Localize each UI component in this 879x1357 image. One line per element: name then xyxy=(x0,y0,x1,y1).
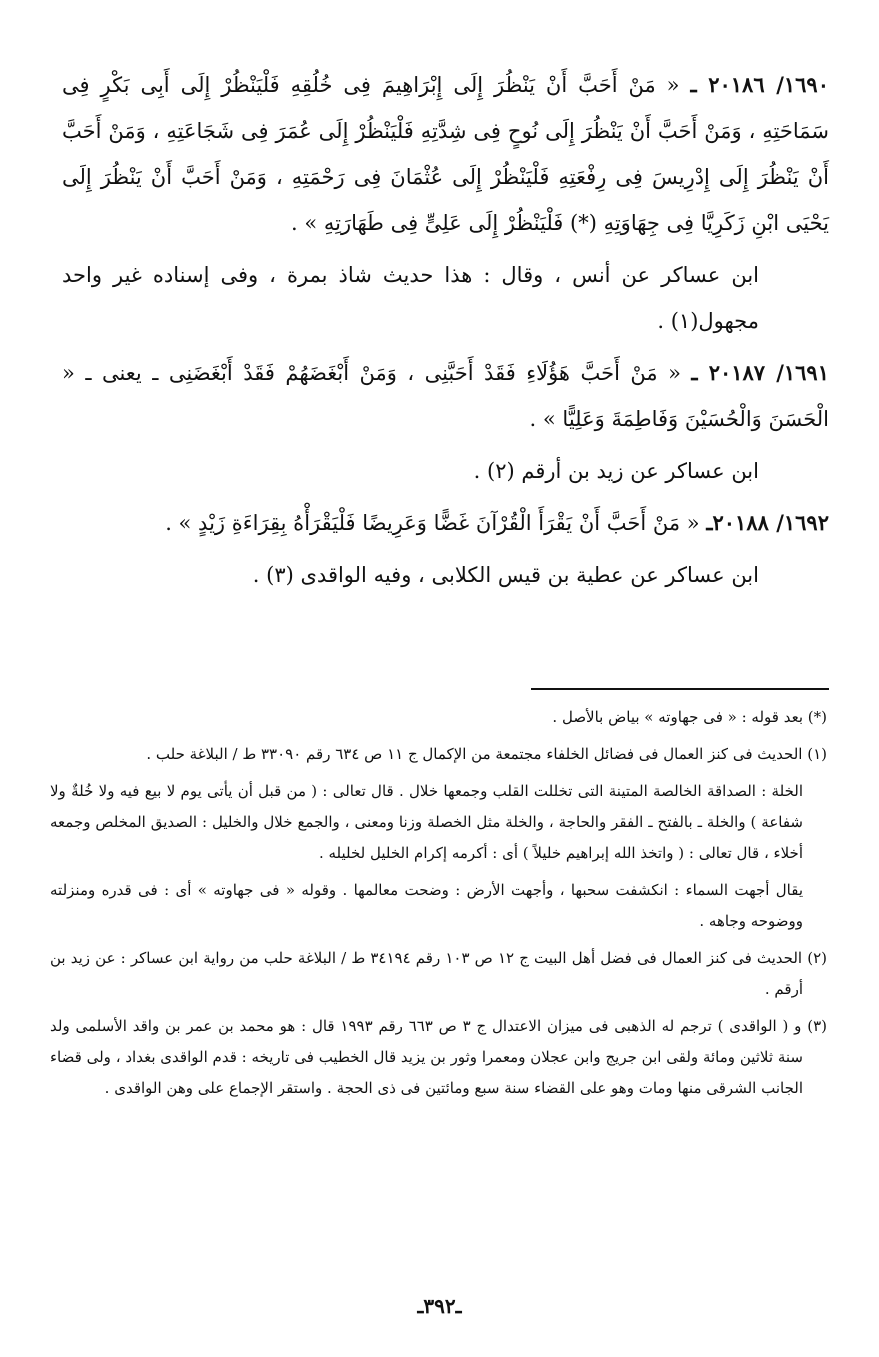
footnote-2: (٢) الحديث فى كنز العمال فى فضل أهل البيت ج ١٢ ص ١٠٣ رقم ٣٤١٩٤ ط / البلاغة حلب من رواية ابن عساكر : عن زيد بن أرقم . xyxy=(50,949,828,998)
page-number: ـ٣٩٢ـ xyxy=(417,1294,462,1318)
footnote-3: (٣) و ( الواقدى ) ترجم له الذهبى فى ميزان الاعتدال ج ٣ ص ٦٦٣ رقم ١٩٩٣ قال : هو محمد بن عمر بن واقد الأسلمى ولد سنة ثلاثين ومائة ولقى ابن جريج وابن عجلان ومعمرا وثور بن يزيد قال الخطيب فى تاريخه : قدم الواقدى بغداد ، ولى قضاء الجانب الشرقى منها ومات وهو على القضاء سنة سبع ومائتين فى ذى الحجة . واستقر الإجماع على وهن الواقدى . xyxy=(50,1017,827,1097)
main-text xyxy=(62,62,829,604)
footnote-star: (*) بعد قوله : « فى جهاوته » بياض بالأصل . xyxy=(552,708,827,726)
hadith-1692 xyxy=(62,500,829,546)
hadith-number: ١٦٩١/ ٢٠١٨٧ ـ xyxy=(691,360,829,385)
hadith-number: ١٦٩٢/ ٢٠١٨٨ـ xyxy=(706,510,829,535)
hadith-source: ابن عساكر عن أنس ، وقال : هذا حديث شاذ بمرة ، وفى إسناده غير واحد مجهول(١) . xyxy=(62,263,759,333)
hadith-source: ابن عساكر عن زيد بن أرقم (٢) . xyxy=(473,459,759,483)
hadith-source: ابن عساكر عن عطية بن قيس الكلابى ، وفيه الواقدى (٣) . xyxy=(252,563,759,587)
hadith-text: « مَنْ أَحَبَّ أَنْ يَنْظُرَ إِلَى إِبْرَاهِيمَ فِى خُلُقِهِ فَلْيَنْظُرْ إِلَى أَبِى بَكْرٍ فِى سَمَاحَتِهِ ، وَمَنْ أَحَبَّ أَنْ يَنْظُرَ إِلَى نُوحٍ فِى شِدَّتِهِ فَلْيَنْظُرْ إِلَى عُمَرَ فِى شَجَاعَتِهِ ، وَمَنْ أَحَبَّ أَنْ يَنْظُرَ إِلَى إِدْرِيسَ فِى رِفْعَتِهِ فَلْيَنْظُرْ إِلَى عُثْمَانَ فِى رَحْمَتِهِ ، وَمَنْ أَحَبَّ أَنْ يَنْظُرَ إِلَى يَحْيَى ابْنِ زَكَرِيَّا فِى جِهَاوَتِهِ (*) فَلْيَنْظُرْ إِلَى عَلِىٍّ فِى طَهَارَتِهِ » . xyxy=(62,73,829,235)
hadith-text: « مَنْ أَحَبَّ أَنْ يَقْرَأَ الْقُرْآنَ غَضًّا وَعَرِيضًا فَلْيَقْرَأْهُ بِقِرَاءَةِ زَيْدٍ » . xyxy=(165,511,700,535)
footnote-1-khulla: الخلة : الصداقة الخالصة المتينة التى تخللت القلب وجمعها خلال . قال تعالى : ( من قبل أن يأتى يوم لا بيع فيه ولا خُلةٌ ولا شفاعة ) والخلة ـ بالفتح ـ الفقر والحاجة ، والخلة مثل الخصلة وزنا ومعنى ، والجمع خلال والخليل : الصديق المخلص وجمعه أخلاء ، قال تعالى : ( واتخذ الله إبراهيم خليلاً ) أى : أكرمه إكرام الخليل لخليله . xyxy=(50,782,803,862)
hadith-text: « مَنْ أَحَبَّ هَؤُلَاءِ فَقَدْ أَحَبَّنِى ، وَمَنْ أَبْغَضَهُمْ فَقَدْ أَبْغَضَنِى ـ يعنى ـ « الْحَسَنَ وَالْحُسَيْنَ وَفَاطِمَةَ وَعَلِيًّا » . xyxy=(62,361,829,431)
footnote-1-jahawa: يقال أجهت السماء : انكشفت سحبها ، وأجهت الأرض : وضحت معالمها . وقوله « فى جهاوته » أى : فى قدره ومنزلته ووضوحه وجاهه . xyxy=(50,881,803,930)
footnote-1: (١) الحديث فى كنز العمال فى فضائل الخلفاء مجتمعة من الإكمال ج ١١ ص ٦٣٤ رقم ٣٣٠٩٠ ط / البلاغة حلب . xyxy=(146,745,827,763)
hadith-1691 xyxy=(62,350,829,442)
hadith-number: ١٦٩٠/ ٢٠١٨٦ ـ xyxy=(690,72,829,97)
footnotes xyxy=(50,702,827,1110)
hadith-1690 xyxy=(62,62,829,246)
footnote-divider xyxy=(531,688,829,690)
